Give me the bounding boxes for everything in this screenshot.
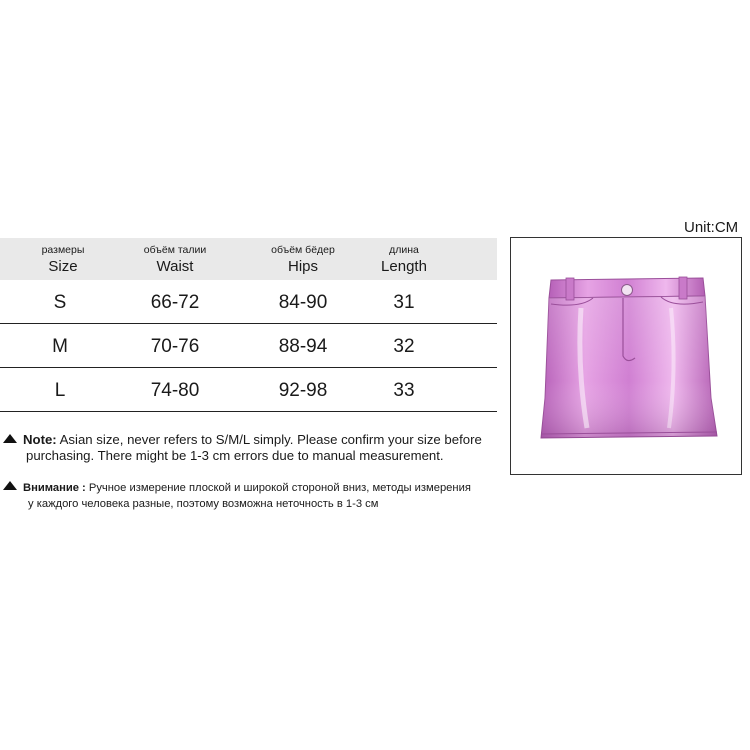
triangle-bullet-icon — [3, 434, 17, 443]
unit-label: Unit:CM — [684, 219, 739, 236]
note-ru-line2: у каждого человека разные, поэтому возможна неточность в 1-3 см — [28, 498, 379, 510]
table-row — [0, 368, 497, 412]
product-photo-frame — [510, 237, 742, 475]
note-ru-line1: Ручное измерение плоской и широкой стороной вниз, методы измерения — [85, 482, 471, 494]
cell-waist: 74-80 — [150, 380, 200, 401]
cell-hips: 84-90 — [278, 292, 328, 313]
header-waist-en: Waist — [156, 258, 194, 275]
table-row — [0, 280, 497, 324]
cell-length: 31 — [393, 292, 415, 313]
note-text-line1: Asian size, never refers to S/M/L simply. Please confirm your size before — [56, 432, 482, 447]
cell-hips: 92-98 — [278, 380, 328, 401]
note-ru-label: Внимание : — [23, 482, 86, 494]
note-label: Note: — [23, 432, 57, 447]
cell-waist: 66-72 — [150, 292, 200, 313]
header-hips-ru: объём бёдер — [271, 244, 335, 256]
cell-waist: 70-76 — [150, 336, 200, 357]
skirt-product-image — [511, 238, 741, 474]
triangle-bullet-icon — [3, 481, 17, 490]
cell-length: 32 — [393, 336, 415, 357]
cell-size: S — [53, 292, 67, 313]
note-text-line2: purchasing. There might be 1-3 cm errors due to manual measurement. — [26, 448, 444, 463]
header-size-en: Size — [48, 258, 78, 275]
table-header — [0, 238, 497, 280]
header-hips-en: Hips — [287, 258, 318, 275]
header-waist-ru: объём талии — [143, 244, 207, 256]
cell-size: M — [52, 336, 68, 357]
cell-hips: 88-94 — [278, 336, 328, 357]
cell-length: 33 — [393, 380, 415, 401]
header-length-ru: длина — [389, 244, 419, 256]
note-english — [0, 432, 510, 464]
size-table — [0, 238, 497, 412]
table-row — [0, 324, 497, 368]
header-length-en: Length — [381, 258, 427, 275]
cell-size: L — [54, 380, 66, 401]
header-size-ru: размеры — [41, 244, 85, 256]
note-russian — [0, 480, 510, 512]
